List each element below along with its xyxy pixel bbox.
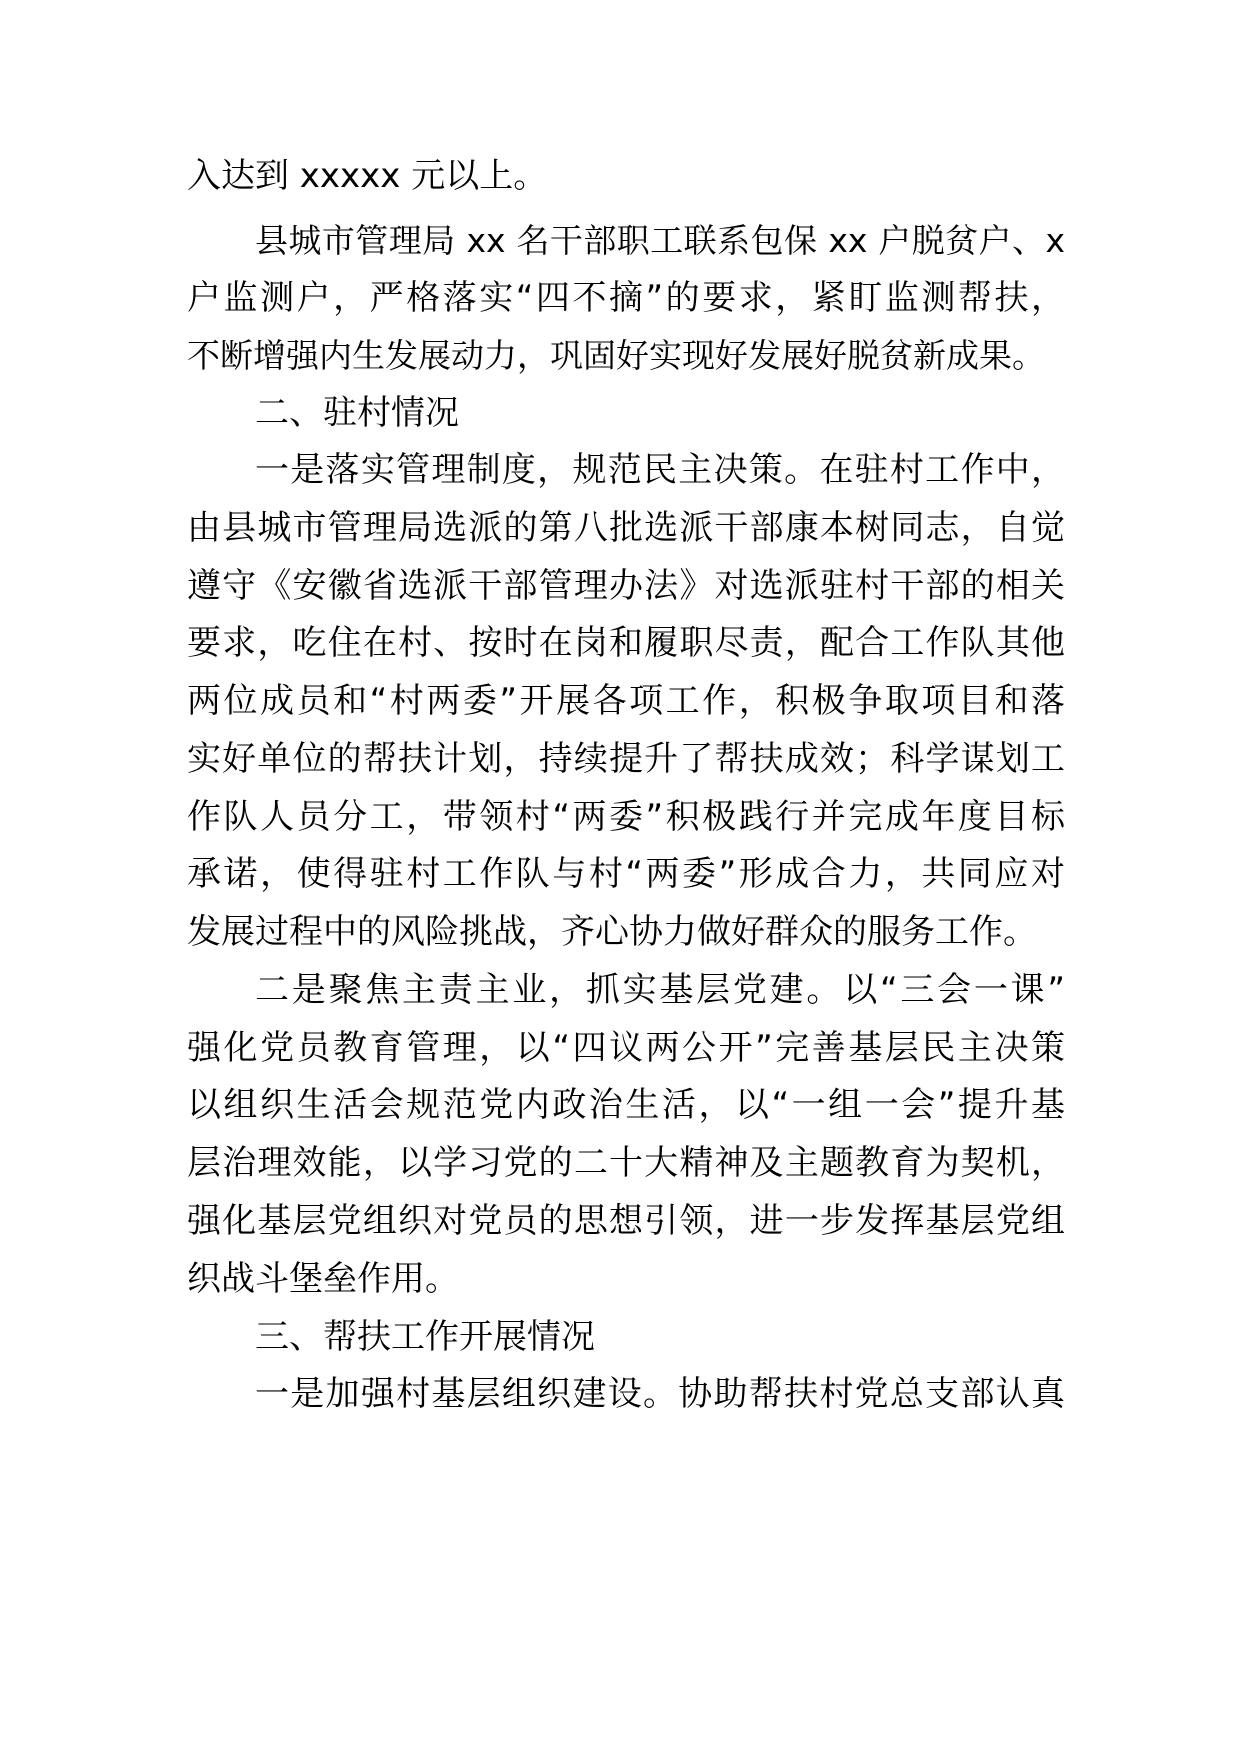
text-line-15: 二是聚焦主责主业，抓实基层党建。以“三会一课” — [255, 970, 1065, 1010]
text-line-3: 户监测户，严格落实“四不摘”的要求，紧盯监测帮扶， — [187, 278, 1065, 318]
section-heading-3: 三、帮扶工作开展情况 — [255, 1317, 595, 1357]
text-line-6: 一是落实管理制度，规范民主决策。在驻村工作中， — [255, 450, 1065, 490]
text-line-10: 两位成员和“村两委”开展各项工作，积极争取项目和落 — [187, 681, 1065, 721]
text-line-19: 强化基层党组织对党员的思想引领，进一步发挥基层党组 — [187, 1201, 1065, 1241]
text-line-13: 承诺，使得驻村工作队与村“两委”形成合力，共同应对 — [187, 854, 1065, 894]
text-line-4: 不断增强内生发展动力，巩固好实现好发展好脱贫新成果。 — [187, 336, 1045, 375]
text-line-7: 由县城市管理局选派的第八批选派干部康本树同志，自觉 — [187, 508, 1065, 548]
text-line-22: 一是加强村基层组织建设。协助帮扶村党总支部认真 — [255, 1374, 1065, 1414]
text-line-2: 县城市管理局 xx 名干部职工联系包保 xx 户脱贫户、x — [255, 221, 1065, 260]
text-line-18: 层治理效能，以学习党的二十大精神及主题教育为契机， — [187, 1143, 1065, 1183]
text-line-17: 以组织生活会规范党内政治生活，以“一组一会”提升基 — [187, 1085, 1065, 1125]
text-line-1: 入达到 xxxxx 元以上。 — [187, 156, 548, 196]
text-line-11: 实好单位的帮扶计划，持续提升了帮扶成效；科学谋划工 — [187, 739, 1065, 779]
text-line-20: 织战斗堡垒作用。 — [187, 1259, 459, 1299]
text-line-16: 强化党员教育管理，以“四议两公开”完善基层民主决策 — [187, 1028, 1065, 1068]
text-line-8: 遵守《安徽省选派干部管理办法》对选派驻村干部的相关 — [187, 566, 1065, 606]
text-line-9: 要求，吃住在村、按时在岗和履职尽责，配合工作队其他 — [187, 623, 1065, 663]
section-heading-2: 二、驻村情况 — [255, 393, 459, 433]
text-line-12: 作队人员分工，带领村“两委”积极践行并完成年度目标 — [187, 797, 1065, 837]
text-line-14: 发展过程中的风险挑战，齐心协力做好群众的服务工作。 — [187, 912, 1037, 952]
